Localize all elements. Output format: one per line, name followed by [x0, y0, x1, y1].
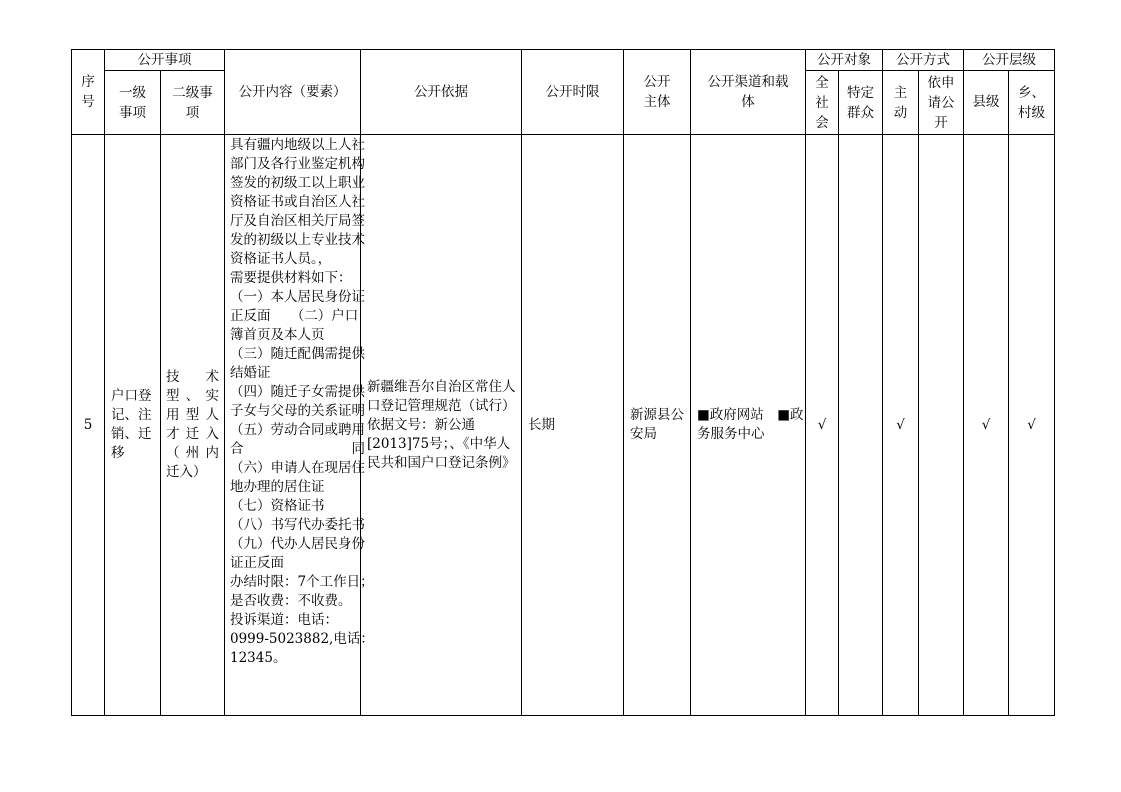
header-target-all: 全社会	[806, 71, 839, 135]
row-time-limit: 长期	[522, 135, 624, 716]
content-line: 签发的初级工以上职业	[230, 175, 365, 191]
header-content: 公开内容（要素）	[225, 50, 361, 135]
content-line: （三）随迁配偶需提供	[230, 346, 365, 362]
content-line: （四）随迁子女需提供	[230, 384, 365, 400]
header-channel: 公开渠道和载体	[691, 50, 806, 135]
content-line: （一）本人居民身份证	[230, 289, 365, 305]
table-row	[72, 135, 1055, 716]
content-lines	[230, 136, 374, 668]
content-line: 办结时限：7个工作日；	[230, 574, 374, 590]
row-level-county-check: √	[964, 135, 1009, 716]
disclosure-table	[71, 49, 1055, 716]
row-content	[225, 135, 374, 716]
row-target-specific-check	[839, 135, 883, 716]
content-line: 需要提供材料如下：	[230, 270, 352, 286]
header-method-request: 依申请公开	[919, 71, 964, 135]
header-method-group: 公开方式	[883, 50, 964, 71]
row-channel: ■政府网站 ■政务服务中心	[691, 135, 806, 716]
row-method-active-check: √	[883, 135, 919, 716]
content-line: （八）书写代办委托书	[230, 517, 365, 533]
content-line: （七）资格证书	[230, 498, 325, 514]
content-line: 资格证书或自治区人社	[230, 194, 365, 210]
content-line: 证正反面	[230, 555, 284, 571]
header-level1-item: 一级事项	[105, 71, 161, 135]
header-level-township: 乡、村级	[1009, 71, 1055, 135]
content-line: 簿首页及本人页	[230, 327, 325, 343]
row-seq: 5	[72, 135, 105, 716]
content-line: 具有疆内地级以上人社	[230, 137, 365, 153]
content-line: 厅及自治区相关厅局签	[230, 213, 365, 229]
content-line: 地办理的居住证	[230, 479, 325, 495]
content-line: （九）代办人居民身份	[230, 536, 365, 552]
header-target-specific: 特定群众	[839, 71, 883, 135]
content-line: 是否收费：不收费。	[230, 593, 352, 609]
header-method-active: 主动	[883, 71, 919, 135]
row-subject: 新源县公安局	[624, 135, 691, 716]
content-line: 投诉渠道：电话：	[230, 612, 338, 628]
header-level2-item: 二级事项	[161, 71, 225, 135]
row-level-township-check: √	[1009, 135, 1055, 716]
content-line: 0999-5023882,电话：	[230, 631, 374, 647]
content-line: 部门及各行业鉴定机构	[230, 156, 365, 172]
row-level2-item: 技术型、实用型人才迁入（州内迁入）	[161, 135, 225, 716]
content-line: （五）劳动合同或聘用	[230, 422, 365, 438]
header-time-limit: 公开时限	[522, 50, 624, 135]
content-line: 资格证书人员。，	[230, 251, 332, 267]
header-basis: 公开依据	[361, 50, 522, 135]
row-basis: 新疆维吾尔自治区常住人口登记管理规范（试行）依据文号：新公通[2013]75号；、《中华人民共和国户口登记条例》	[361, 135, 522, 716]
header-subject: 公开主体	[624, 50, 691, 135]
content-line: 12345。	[230, 650, 287, 666]
row-method-request-check	[919, 135, 964, 716]
row-level1-item: 户口登记、注销、迁移	[105, 135, 161, 716]
header-level-county: 县级	[964, 71, 1009, 135]
header-items-group: 公开事项	[105, 50, 225, 71]
header-target-group: 公开对象	[806, 50, 883, 71]
content-line: 结婚证	[230, 365, 271, 381]
content-line: 子女与父母的关系证明	[230, 403, 365, 419]
row-target-all-check: √	[806, 135, 839, 716]
content-line: 合 同	[230, 441, 365, 457]
header-level-group: 公开层级	[964, 50, 1055, 71]
content-line: 正反面 （二）户口	[230, 308, 359, 324]
header-seq: 序号	[72, 50, 105, 135]
content-line: 发的初级以上专业技术	[230, 232, 365, 248]
content-line: （六）申请人在现居住	[230, 460, 365, 476]
